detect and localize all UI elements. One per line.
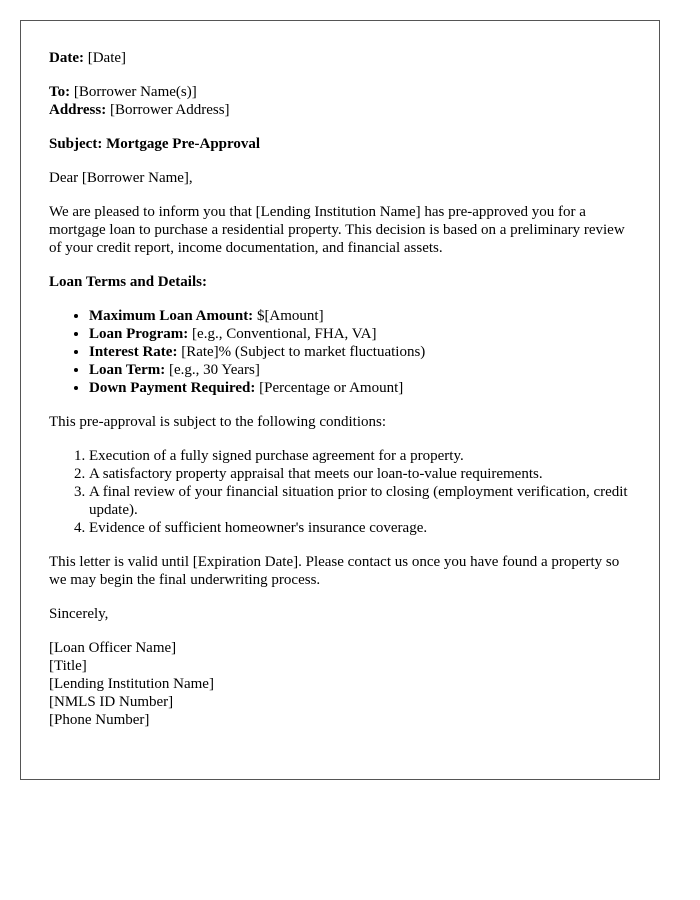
list-item: 4. Evidence of sufficient homeowner's insurance coverage. xyxy=(89,519,631,537)
salutation: Dear [Borrower Name], xyxy=(49,170,193,186)
term-label: Down Payment Required: xyxy=(89,380,256,396)
terms-heading: Loan Terms and Details: xyxy=(49,274,207,290)
address-label: Address: xyxy=(49,102,107,118)
recipient-block xyxy=(49,83,631,119)
conditions-list xyxy=(49,447,631,537)
signature-block xyxy=(49,639,631,729)
term-label: Interest Rate: xyxy=(89,344,178,360)
list-item xyxy=(89,343,631,361)
validity-paragraph: This letter is valid until [Expiration Date]. Please contact us once you have found a property so we may begin the final underwriting process. xyxy=(49,554,620,588)
term-label: Maximum Loan Amount: xyxy=(89,308,254,324)
signature-line: [Phone Number] xyxy=(49,712,150,728)
term-value: [Percentage or Amount] xyxy=(259,380,404,396)
terms-list xyxy=(49,307,631,397)
term-value: $[Amount] xyxy=(256,308,324,324)
date-line xyxy=(49,49,631,67)
date-value: [Date] xyxy=(87,50,127,66)
list-item xyxy=(89,307,631,325)
list-item: 3. A final review of your financial situation prior to closing (employment verification, credit update). xyxy=(89,483,631,519)
letter xyxy=(20,20,660,780)
conditions-intro: This pre-approval is subject to the following conditions: xyxy=(49,414,387,430)
closing: Sincerely, xyxy=(49,606,109,622)
term-label: Loan Term: xyxy=(89,362,166,378)
term-value: [Rate]% (Subject to market fluctuations) xyxy=(181,344,426,360)
subject: Subject: Mortgage Pre-Approval xyxy=(49,136,261,152)
to-label: To: xyxy=(49,84,71,100)
to-value: [Borrower Name(s)] xyxy=(73,84,197,100)
terms-heading-line xyxy=(49,273,631,291)
term-value: [e.g., Conventional, FHA, VA] xyxy=(192,326,377,342)
list-item xyxy=(89,325,631,343)
signature-line: [Title] xyxy=(49,658,87,674)
list-item: 1. Execution of a fully signed purchase agreement for a property. xyxy=(89,447,631,465)
list-item: 2. A satisfactory property appraisal that meets our loan-to-value requirements. xyxy=(89,465,631,483)
term-label: Loan Program: xyxy=(89,326,189,342)
intro-paragraph: We are pleased to inform you that [Lending Institution Name] has pre-approved you for a mortgage loan to purchase a residential property. This decision is based on a preliminary review of your credit report, income documentation, and financial assets. xyxy=(49,204,625,256)
signature-line: [Lending Institution Name] xyxy=(49,676,214,692)
date-label: Date: xyxy=(49,50,84,66)
list-item xyxy=(89,361,631,379)
subject-line xyxy=(49,135,631,153)
term-value: [e.g., 30 Years] xyxy=(169,362,260,378)
address-value: [Borrower Address] xyxy=(109,102,230,118)
signature-line: [Loan Officer Name] xyxy=(49,640,177,656)
signature-line: [NMLS ID Number] xyxy=(49,694,174,710)
list-item xyxy=(89,379,631,397)
